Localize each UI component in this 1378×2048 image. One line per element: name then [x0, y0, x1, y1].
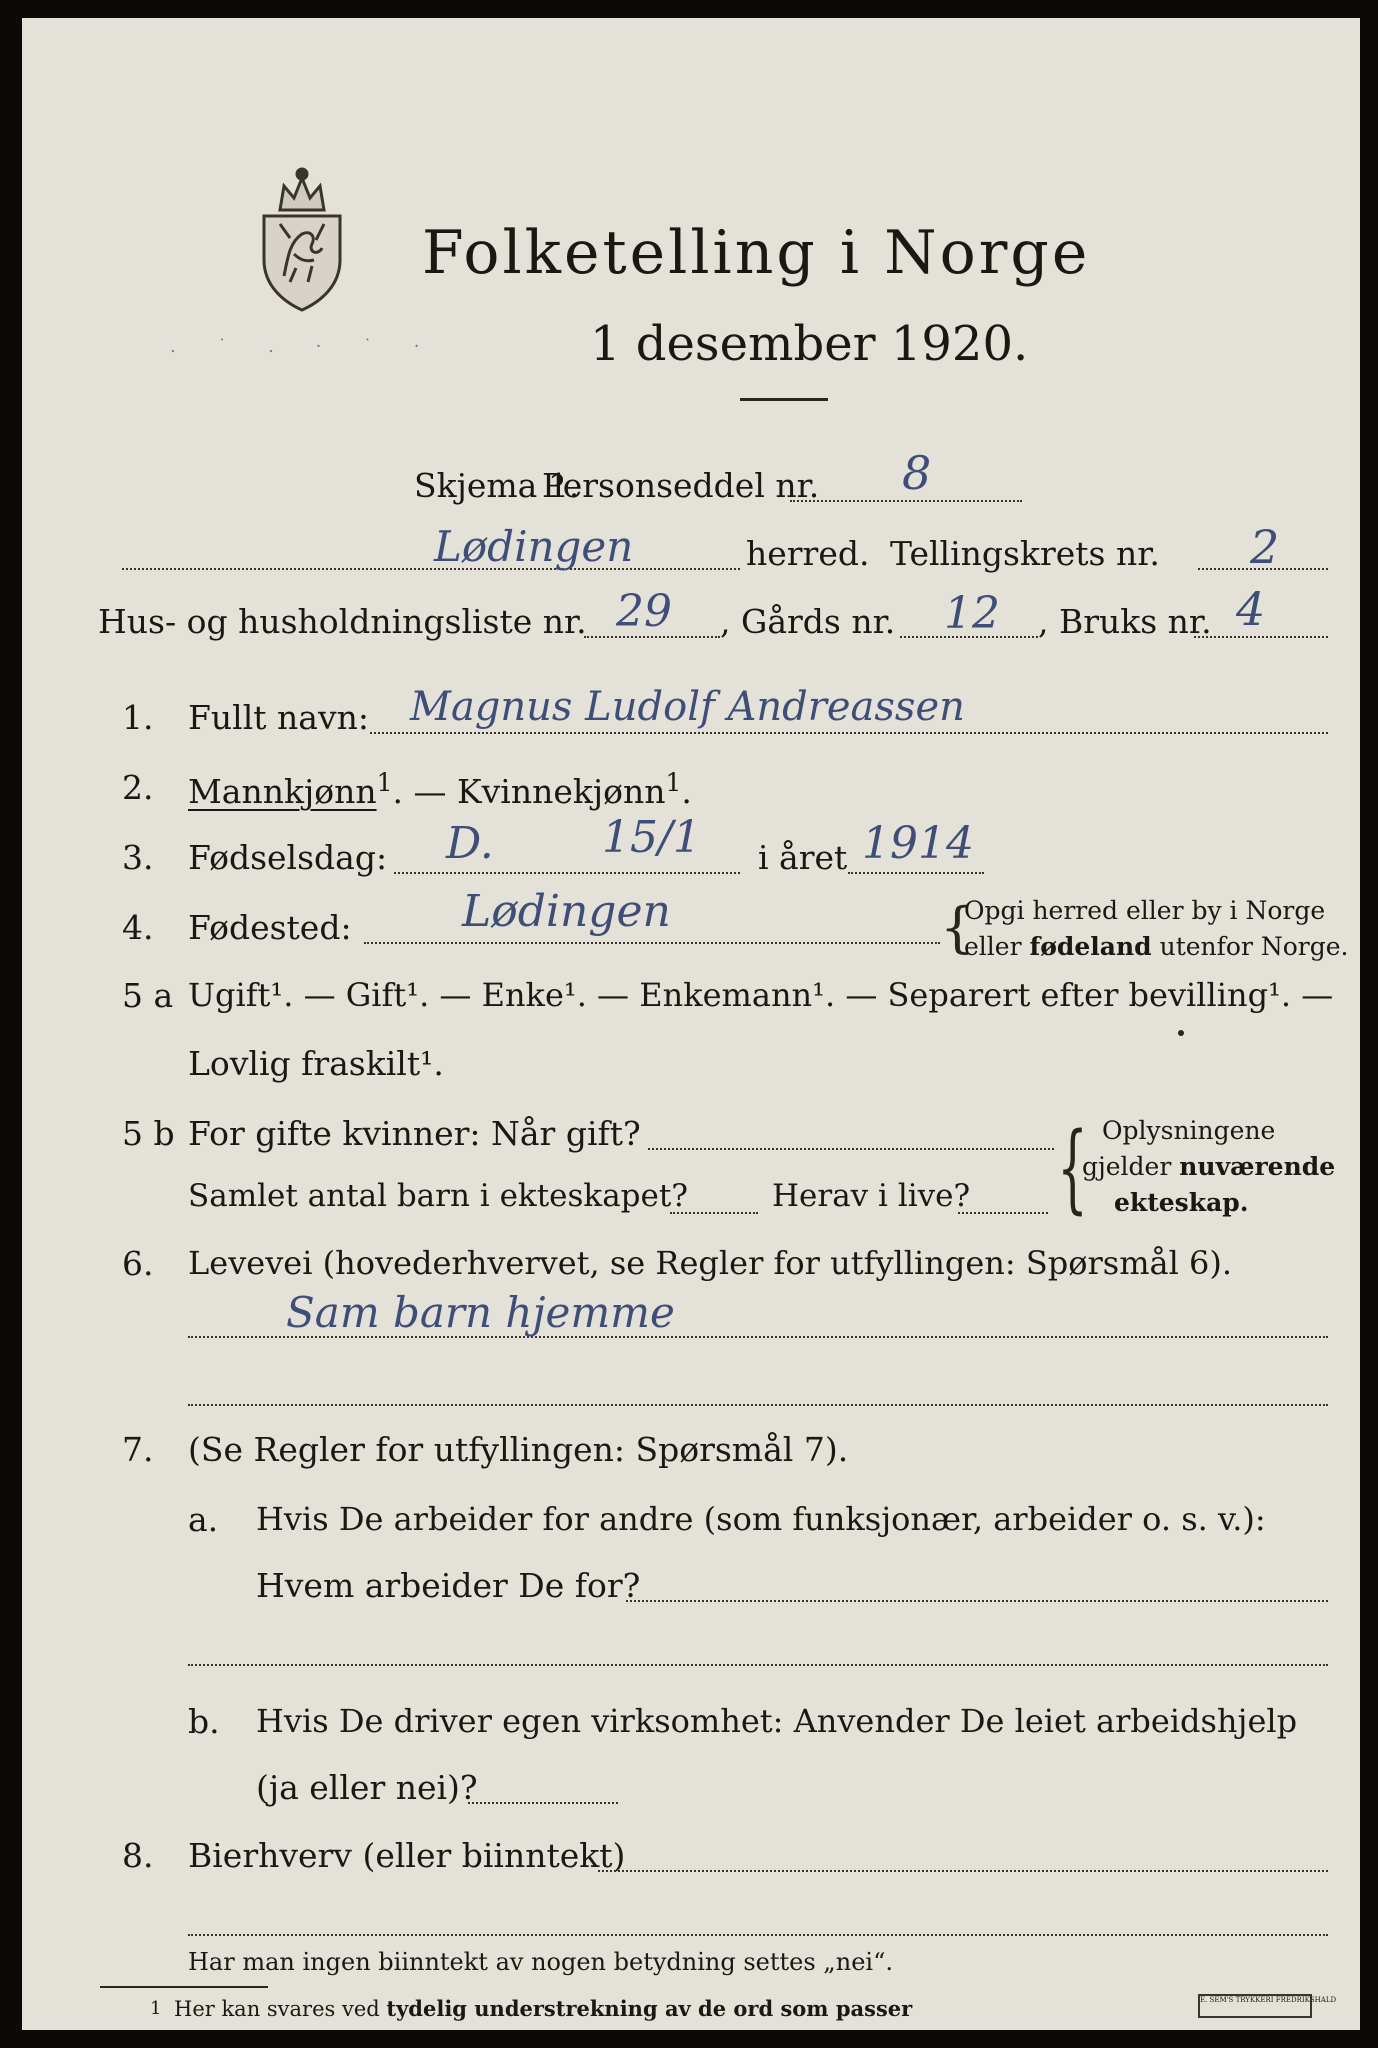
norwegian-coat-of-arms-icon [250, 164, 354, 314]
herred-line [122, 568, 740, 570]
q8-answer-line2 [188, 1934, 1328, 1936]
q1-line [370, 732, 1328, 734]
q1-number: 1. [122, 698, 154, 737]
q4-value[interactable]: Lødingen [462, 886, 671, 937]
personseddel-value[interactable]: 8 [902, 446, 932, 500]
q1-label: Fullt navn: [188, 698, 369, 737]
q6-line2 [188, 1404, 1328, 1406]
q5b-children-line [670, 1212, 758, 1214]
q4-number: 4. [122, 908, 154, 947]
q6-value[interactable]: Sam barn hjemme [286, 1288, 675, 1337]
q5b-note-line2: gjelder nuværende [1082, 1152, 1336, 1181]
q7b-line1: Hvis De driver egen virksomhet: Anvender De leiet arbeidshjelp [256, 1702, 1298, 1740]
census-form [22, 18, 1360, 2030]
q5b-note-line3: ekteskap. [1114, 1188, 1249, 1217]
husliste-label: Hus- og husholdningsliste nr. [98, 602, 587, 641]
q4-note-line2: eller fødeland utenfor Norge. [964, 932, 1349, 961]
stray-marks: . ˙ . · ˙ · [170, 336, 438, 357]
ink-dot [1178, 1030, 1184, 1036]
q4-brace: { [940, 896, 975, 959]
q5b-note-line1: Oplysningene [1102, 1116, 1276, 1145]
footnote-text: Her kan svares ved tydelig understrekning av de ord som passer [174, 1996, 913, 2021]
tellingskrets-label: Tellingskrets nr. [890, 534, 1160, 573]
q7a-answer-line2 [188, 1664, 1328, 1666]
q5b-children-label: Samlet antal barn i ekteskapet? [188, 1178, 688, 1214]
q2-female-option[interactable]: Kvinnekjønn [456, 772, 666, 811]
printer-stamp: E. SEM'S TRYKKERI FREDRIKSHALD [1198, 1994, 1312, 2018]
bruks-label: , Bruks nr. [1038, 602, 1212, 641]
q2-male-option[interactable]: Mannkjønn [188, 772, 377, 811]
skjema-label: Skjema 1. [414, 466, 580, 505]
q5a-options[interactable]: Ugift¹. — Gift¹. — Enke¹. — Enkemann¹. — Separert efter bevilling¹. — [188, 976, 1334, 1014]
q7b-letter: b. [188, 1702, 220, 1741]
q7a-answer-line [626, 1600, 1328, 1602]
q5b-number: 5 b [122, 1114, 175, 1153]
q8-number: 8. [122, 1836, 154, 1875]
q5a-number: 5 a [122, 976, 174, 1015]
q3-day-value[interactable]: D. [446, 818, 494, 869]
no-income-note: Har man ingen biinntekt av nogen betydning settes „nei“. [188, 1948, 893, 1976]
q2-number: 2. [122, 768, 154, 807]
q7a-letter: a. [188, 1500, 219, 1539]
q7a-line2: Hvem arbeider De for? [256, 1566, 641, 1605]
q4-line [364, 942, 940, 944]
q2-options: Mannkjønn$^1$. — Kvinnekjønn$^1$. [188, 768, 692, 811]
q5b-brace: { [1057, 1112, 1088, 1224]
q6-number: 6. [122, 1244, 154, 1283]
footnote-rule [100, 1986, 268, 1988]
q3-year-value[interactable]: 1914 [862, 818, 974, 869]
tellingskrets-value[interactable]: 2 [1250, 520, 1280, 574]
q5b-married-line [648, 1148, 1054, 1150]
q7b-line2: (ja eller nei)? [256, 1768, 478, 1807]
gards-value[interactable]: 12 [944, 588, 1000, 639]
q5b-alive-line [958, 1212, 1048, 1214]
personseddel-label: Personseddel nr. [542, 466, 820, 505]
q8-answer-line [598, 1870, 1328, 1872]
title-rule [740, 398, 828, 401]
q3-number: 3. [122, 838, 154, 877]
census-date: 1 desember 1920. [590, 316, 1029, 372]
q3-label: Fødselsdag: [188, 838, 388, 877]
q5b-alive-label: Herav i live? [772, 1178, 971, 1214]
q7-label: (Se Regler for utfyllingen: Spørsmål 7). [188, 1430, 849, 1469]
bruks-value[interactable]: 4 [1236, 582, 1266, 636]
q5b-line1: For gifte kvinner: Når gift? [188, 1114, 641, 1153]
personseddel-line [790, 500, 1022, 502]
husliste-value[interactable]: 29 [616, 586, 672, 637]
q6-label: Levevei (hovederhvervet, se Regler for utfyllingen: Spørsmål 6). [188, 1244, 1233, 1282]
q5a-options-cont[interactable]: Lovlig fraskilt¹. [188, 1044, 444, 1083]
q7-number: 7. [122, 1430, 154, 1469]
q3-line [394, 872, 740, 874]
q7a-line1: Hvis De arbeider for andre (som funksjonær, arbeider o. s. v.): [256, 1500, 1266, 1538]
q1-value[interactable]: Magnus Ludolf Andreassen [410, 684, 965, 730]
q3-date-value[interactable]: 15/1 [602, 812, 701, 863]
q8-label: Bierhverv (eller biinntekt) [188, 1836, 626, 1875]
herred-label: herred. [746, 534, 870, 573]
footnote-number: 1 [150, 1998, 162, 2019]
herred-value[interactable]: Lødingen [434, 522, 634, 571]
q3-year-label: i året [758, 838, 848, 877]
q7b-answer-line [468, 1802, 618, 1804]
form-title: Folketelling i Norge [422, 218, 1091, 288]
q4-label: Fødested: [188, 908, 352, 947]
q4-note-line1: Opgi herred eller by i Norge [964, 896, 1326, 925]
q3-year-line [848, 872, 984, 874]
bruks-line [1194, 636, 1328, 638]
gards-label: , Gårds nr. [720, 602, 896, 641]
